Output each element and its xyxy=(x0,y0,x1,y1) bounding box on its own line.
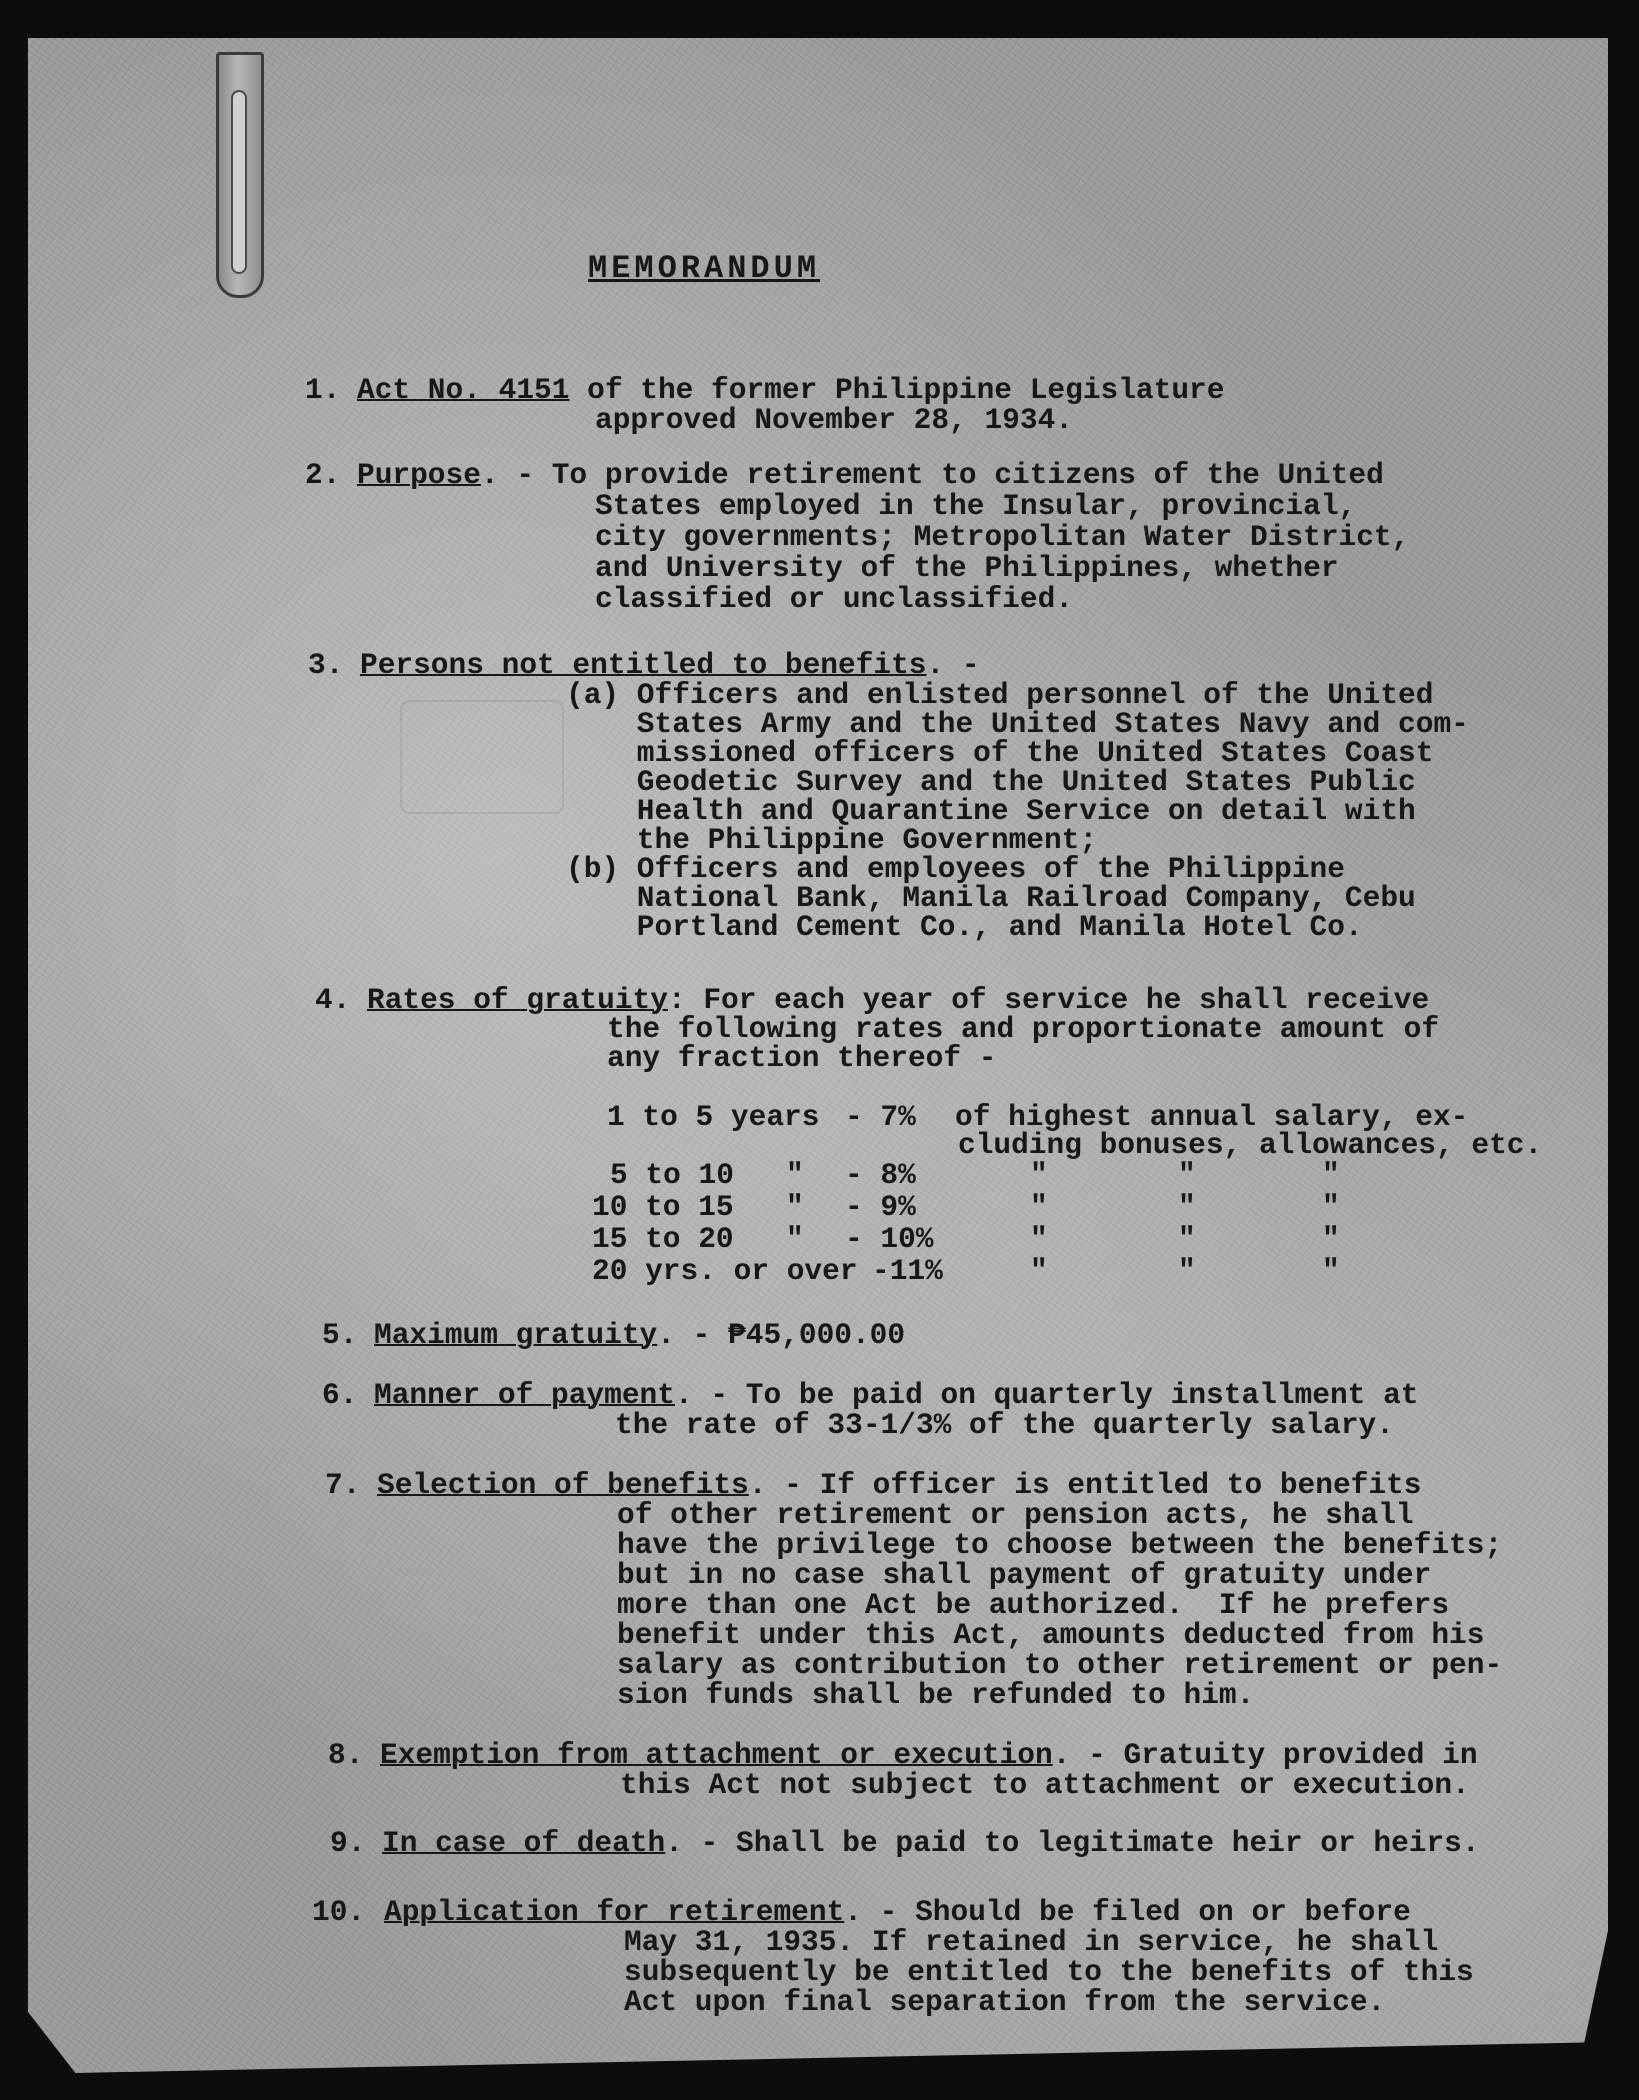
item-text: . - Shall be paid to legitimate heir or heirs. xyxy=(665,1826,1480,1860)
item-text-cont: Health and Quarantine Service on detail with xyxy=(566,794,1416,828)
item-heading: Exemption from attachment or execution xyxy=(380,1738,1053,1772)
item-text-cont: the Philippine Government; xyxy=(566,823,1098,857)
item-number: 5. xyxy=(322,1318,358,1352)
rate-range: 15 to 20 xyxy=(592,1222,734,1256)
item-text-cont: classified or unclassified. xyxy=(595,582,1073,616)
rate-ditto: " xyxy=(1030,1254,1048,1288)
item-text-cont: approved November 28, 1934. xyxy=(595,403,1073,437)
rate-percent: - 7% xyxy=(845,1100,916,1134)
item-heading: Manner of payment xyxy=(374,1378,675,1412)
item-text-cont: Portland Cement Co., and Manila Hotel Co. xyxy=(566,910,1363,944)
rate-basis-cont: cluding bonuses, allowances, etc. xyxy=(958,1128,1543,1162)
item-number: 9. xyxy=(330,1826,366,1860)
item-text-cont: salary as contribution to other retirement or pen- xyxy=(617,1648,1503,1682)
item-text-cont: benefit under this Act, amounts deducted from his xyxy=(617,1618,1485,1652)
item-number: 1. xyxy=(305,373,341,407)
rate-basis: of highest annual salary, ex- xyxy=(955,1100,1469,1134)
rate-ditto: " xyxy=(1030,1222,1048,1256)
rate-percent: - 9% xyxy=(845,1190,916,1224)
item-text-cont: Geodetic Survey and the United States Public xyxy=(566,765,1416,799)
item-heading: In case of death xyxy=(382,1826,666,1860)
item-text: . - If officer is entitled to benefits xyxy=(748,1468,1422,1502)
item-text-cont: National Bank, Manila Railroad Company, Cebu xyxy=(566,881,1416,915)
item-text-cont: but in no case shall payment of gratuity under xyxy=(617,1558,1432,1592)
item-text: . - Should be filed on or before xyxy=(844,1895,1411,1929)
item-number: 10. xyxy=(312,1895,366,1929)
rate-percent: -11% xyxy=(872,1254,943,1288)
item-number: 3. xyxy=(308,648,344,682)
item-heading: Application for retirement xyxy=(384,1895,845,1929)
item-heading: Act No. 4151 xyxy=(357,373,570,407)
item-text-cont: any fraction thereof - xyxy=(607,1041,997,1075)
item-text: . - Gratuity provided in xyxy=(1052,1738,1478,1772)
rate-range: 20 yrs. or over xyxy=(592,1254,858,1288)
item-heading: Rates of gratuity xyxy=(367,983,668,1017)
item-text-cont: subsequently be entitled to the benefits of this xyxy=(624,1955,1474,1989)
rate-ditto: " xyxy=(1178,1222,1196,1256)
item-text: of the former Philippine Legislature xyxy=(569,373,1225,407)
item-text-cont: the following rates and proportionate amount of xyxy=(607,1012,1440,1046)
item-number: 6. xyxy=(322,1378,358,1412)
rate-ditto: " xyxy=(1178,1254,1196,1288)
item-text-cont: have the privilege to choose between the benefits; xyxy=(617,1528,1503,1562)
rate-ditto: " xyxy=(1178,1190,1196,1224)
item-text-cont: this Act not subject to attachment or execution. xyxy=(620,1768,1470,1802)
item-heading: Persons not entitled to benefits xyxy=(360,648,927,682)
rate-ditto: " xyxy=(1030,1190,1048,1224)
rate-percent: - 8% xyxy=(845,1158,916,1192)
rate-ditto: " xyxy=(786,1158,804,1192)
item-text-cont: May 31, 1935. If retained in service, he shall xyxy=(624,1925,1439,1959)
faded-stamp xyxy=(400,700,564,814)
item-text-cont: sion funds shall be refunded to him. xyxy=(617,1678,1255,1712)
rate-ditto: " xyxy=(1322,1254,1340,1288)
item-text-cont: missioned officers of the United States Coast xyxy=(566,736,1434,770)
item-text-cont: and University of the Philippines, whether xyxy=(595,551,1339,585)
rate-ditto: " xyxy=(1322,1158,1340,1192)
item-number: 4. xyxy=(315,983,351,1017)
item-text: . - ₱45,000.00 xyxy=(657,1318,906,1352)
item-text-cont: Act upon final separation from the service. xyxy=(624,1985,1386,2019)
memo-item-10 xyxy=(312,1895,1474,2083)
rate-ditto: " xyxy=(1322,1190,1340,1224)
rate-ditto: " xyxy=(1178,1158,1196,1192)
rate-range: 1 to 5 years xyxy=(607,1100,820,1134)
item-text-cont: (b) Officers and employees of the Philippine xyxy=(566,852,1345,886)
item-text-cont: city governments; Metropolitan Water District, xyxy=(595,520,1410,554)
item-number: 2. xyxy=(305,458,341,492)
rate-ditto: " xyxy=(1322,1222,1340,1256)
item-heading: Purpose xyxy=(357,458,481,492)
item-text-cont: more than one Act be authorized. If he prefers xyxy=(617,1588,1450,1622)
rate-ditto: " xyxy=(786,1222,804,1256)
item-text: . - To provide retirement to citizens of the United xyxy=(480,458,1384,492)
paper-clip-slot xyxy=(231,90,247,274)
item-heading: Selection of benefits xyxy=(377,1468,749,1502)
rate-ditto: " xyxy=(1030,1158,1048,1192)
item-number: 7. xyxy=(325,1468,361,1502)
memo-title: MEMORANDUM xyxy=(588,250,821,287)
item-text-cont: States employed in the Insular, provincial, xyxy=(595,489,1357,523)
item-text: . - xyxy=(926,648,980,682)
item-text: : For each year of service he shall receive xyxy=(667,983,1430,1017)
item-text-cont: of other retirement or pension acts, he shall xyxy=(617,1498,1414,1532)
rate-ditto: " xyxy=(786,1190,804,1224)
rate-percent: - 10% xyxy=(845,1222,934,1256)
rate-range: 10 to 15 xyxy=(592,1190,734,1224)
item-heading: Maximum gratuity xyxy=(374,1318,658,1352)
item-number: 8. xyxy=(328,1738,364,1772)
item-text: . - To be paid on quarterly installment at xyxy=(674,1378,1419,1412)
rate-range: 5 to 10 xyxy=(610,1158,734,1192)
item-text-cont: (a) Officers and enlisted personnel of the United xyxy=(566,678,1434,712)
item-text-cont: the rate of 33-1/3% of the quarterly salary. xyxy=(615,1408,1394,1442)
item-text-cont: States Army and the United States Navy and com- xyxy=(566,707,1469,741)
